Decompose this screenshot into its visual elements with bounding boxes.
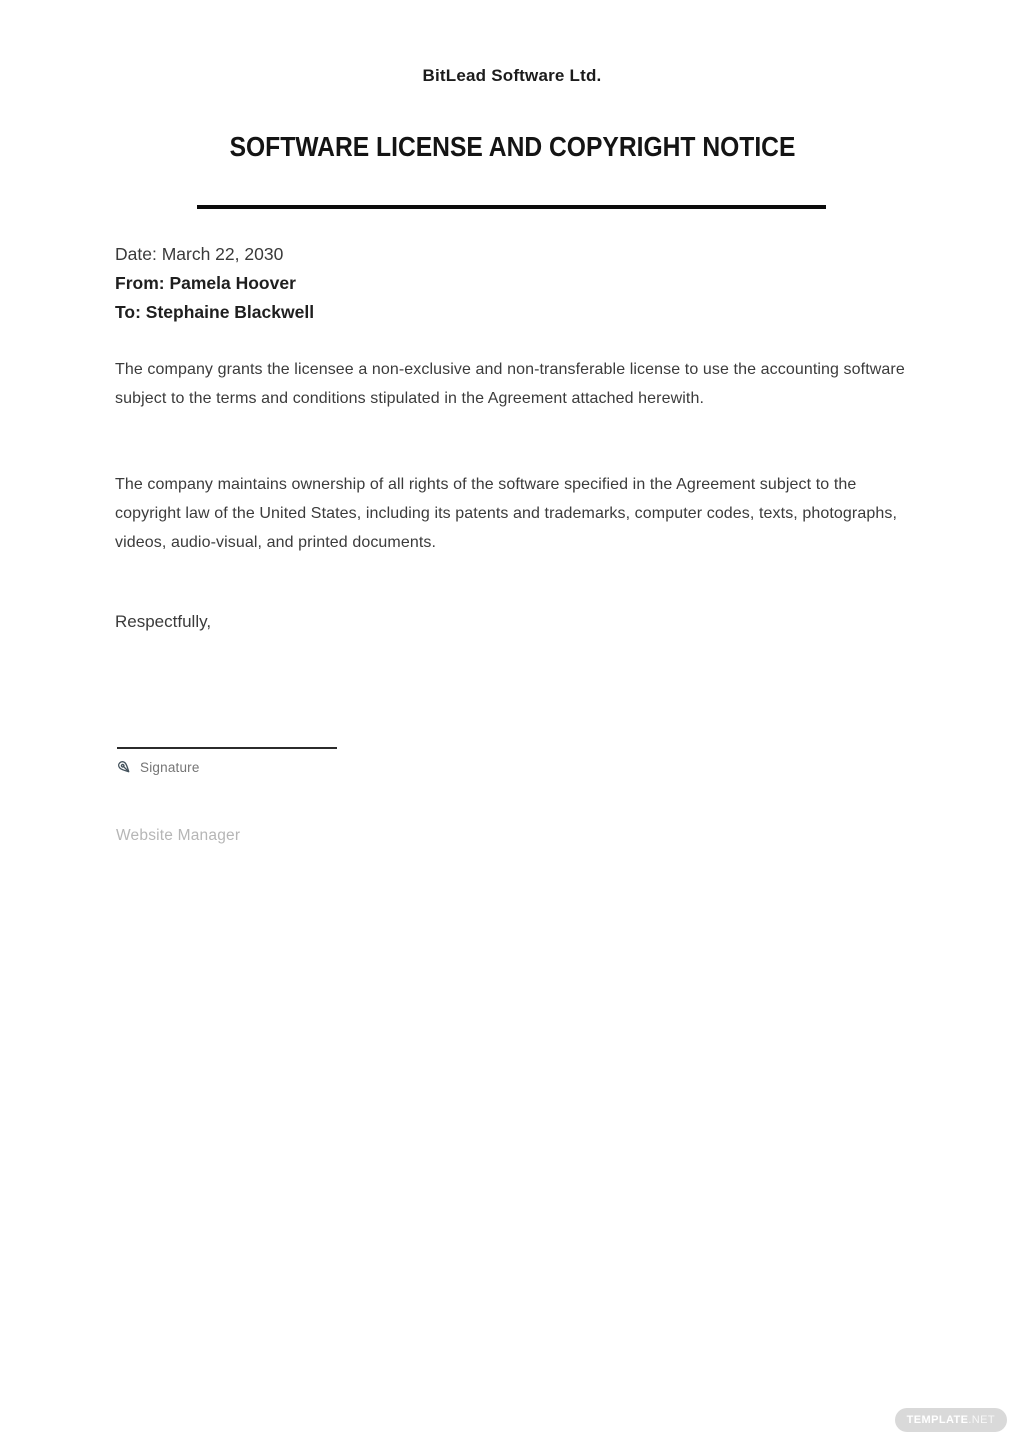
to-label: To: <box>115 302 141 322</box>
body-paragraph-ownership: The company maintains ownership of all rights of the software specified in the Agreement subject to the copyright law of the United States, including its patents and trademarks, computer codes, texts, photographs, videos, audio-visual, and printed documents. <box>115 476 897 551</box>
from-line <box>115 269 314 298</box>
date-value: March 22, 2030 <box>161 244 284 264</box>
to-value: Stephaine Blackwell <box>145 302 315 322</box>
signature-field <box>116 759 200 776</box>
signature-label: Signature <box>140 760 200 775</box>
template-net-watermark <box>895 1408 1007 1432</box>
date-label: Date: <box>115 244 157 264</box>
from-label: From: <box>115 273 165 293</box>
company-name: BitLead Software Ltd. <box>422 66 602 85</box>
title-container <box>0 131 1024 163</box>
closing-salutation: Respectfully, <box>115 612 212 631</box>
letter-meta <box>115 240 314 327</box>
watermark-brand-light: .NET <box>968 1414 995 1426</box>
title-divider <box>197 205 826 209</box>
body-paragraph-license-grant: The company grants the licensee a non-exclusive and non-transferable license to use the accounting software subject to the terms and conditions stipulated in the Agreement attached herewith. <box>115 361 905 407</box>
document-title: SOFTWARE LICENSE AND COPYRIGHT NOTICE <box>229 131 795 162</box>
from-value: Pamela Hoover <box>169 273 296 293</box>
pen-nib-icon <box>116 759 133 776</box>
to-line <box>115 298 314 327</box>
date-line <box>115 240 314 269</box>
signer-job-title: Website Manager <box>116 827 241 844</box>
signature-line <box>117 747 337 749</box>
watermark-brand-bold: TEMPLATE <box>906 1414 969 1426</box>
